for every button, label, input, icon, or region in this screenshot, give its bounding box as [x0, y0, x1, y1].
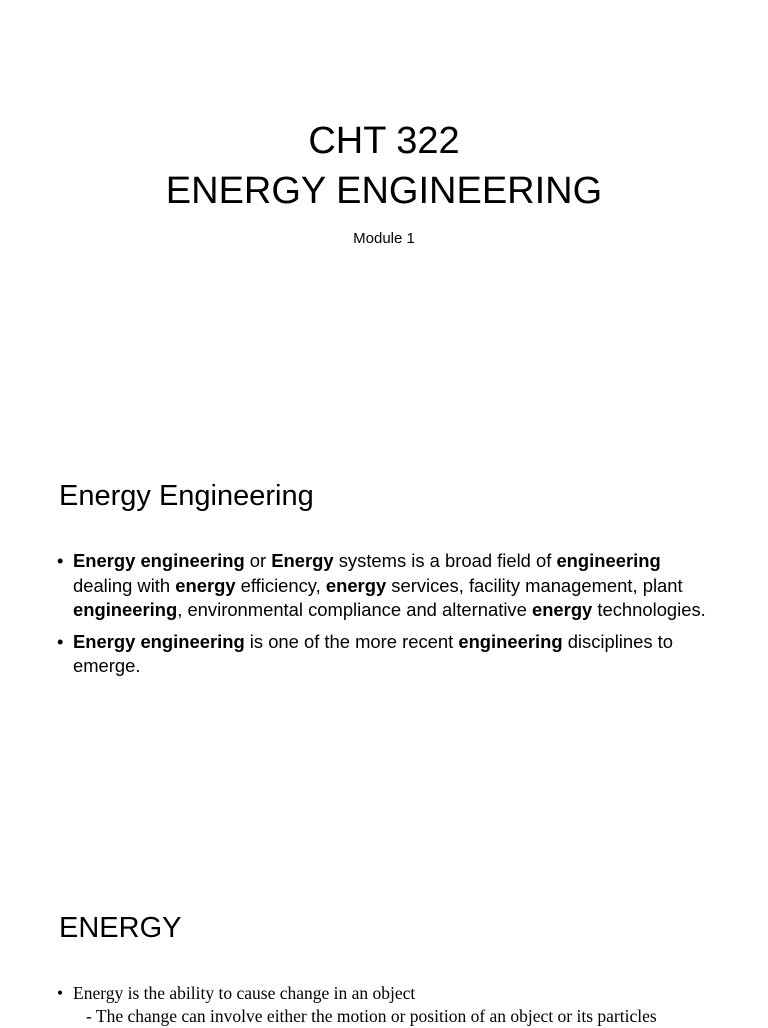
text-run: , environmental compliance and alternative	[177, 599, 532, 620]
bold-term: engineering	[458, 630, 563, 652]
bullet-item	[57, 630, 707, 679]
module-label: Module 1	[353, 230, 415, 247]
bold-term: energy	[175, 574, 236, 596]
slide-heading: Energy Engineering	[59, 480, 314, 512]
bold-term: energy	[325, 574, 387, 596]
sub-bullet-text: - The change can involve either the motion or position of an object or its particles	[86, 1006, 657, 1026]
text-run: systems is a broad field of	[333, 550, 557, 571]
text-run: services, facility management, plant	[386, 574, 683, 596]
slide-heading: ENERGY	[59, 912, 182, 944]
bullet-list	[57, 982, 707, 1005]
bold-term: Energy engineering	[73, 550, 245, 571]
text-run: or	[244, 550, 272, 571]
bullet-marker: •	[57, 983, 64, 1003]
bold-term: Energy	[271, 550, 334, 571]
energy-slide	[0, 860, 768, 1024]
energy-engineering-slide	[0, 430, 768, 860]
text-run: is one of the more recent	[244, 630, 459, 652]
bullet-list	[57, 549, 707, 686]
text-run: dealing with	[73, 574, 176, 596]
text-run: disciplines to emerge.	[73, 630, 673, 676]
text-run: technologies.	[592, 599, 706, 620]
bold-term: engineering	[73, 599, 178, 620]
bullet-item	[57, 549, 707, 623]
bold-term: Energy engineering	[73, 630, 245, 652]
title-slide	[0, 0, 768, 430]
bullet-item	[57, 982, 707, 1005]
bullet-marker: •	[57, 630, 64, 652]
bold-term: energy	[531, 599, 593, 620]
course-name: ENERGY ENGINEERING	[165, 170, 603, 212]
bold-term: engineering	[556, 550, 661, 571]
text-run: efficiency,	[235, 574, 326, 596]
bullet-text: Energy is the ability to cause change in an object	[73, 983, 416, 1003]
slide-title	[0, 116, 768, 216]
bullet-marker: •	[57, 550, 64, 571]
course-code: CHT 322	[308, 120, 460, 162]
